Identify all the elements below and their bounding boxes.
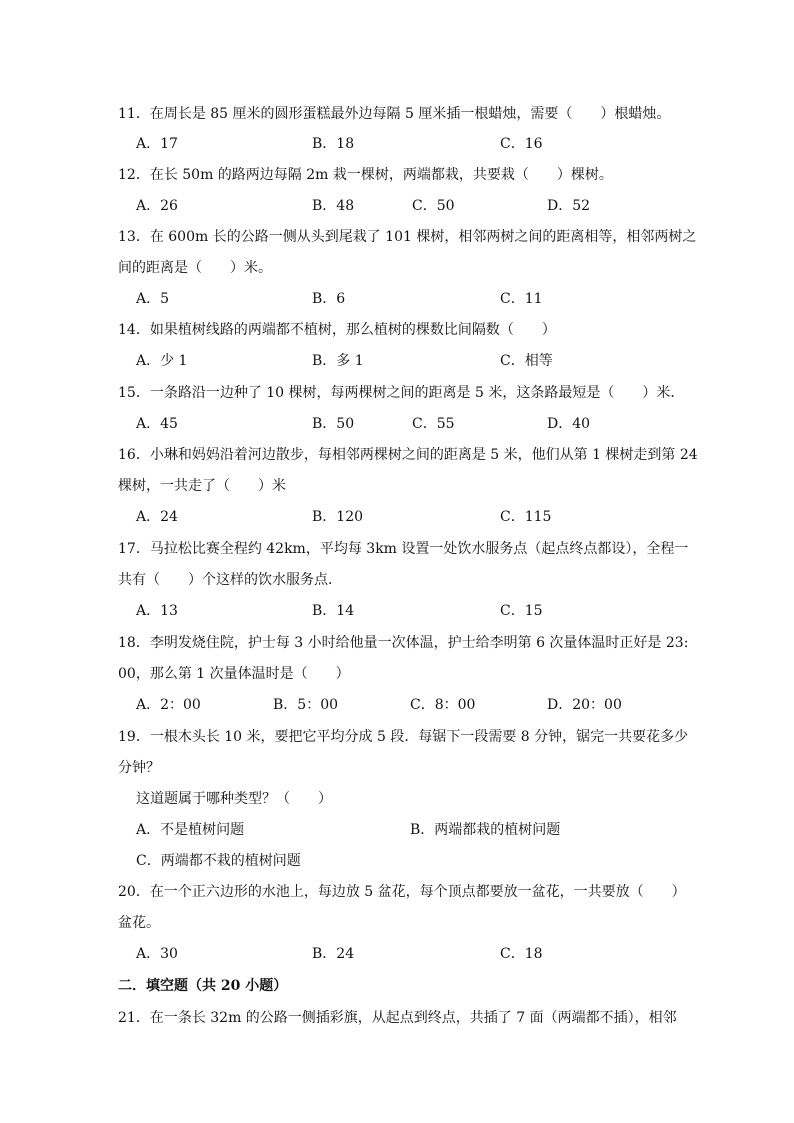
option-d: D．52 (547, 198, 591, 214)
option-c: C．相等 (500, 353, 553, 369)
question-16-text-cont: 棵树，一共走了（ ）米 (118, 478, 286, 494)
option-b: B．14 (312, 603, 355, 619)
option-a: A．30 (136, 946, 178, 962)
question-11-options (136, 134, 676, 154)
option-a: A．26 (136, 198, 178, 214)
question-19-text: 19．一根木头长 10 米，要把它平均分成 5 段．每锯下一段需要 8 分钟，锯完一共要花多少 (118, 729, 689, 745)
option-a: A．45 (136, 416, 178, 432)
option-d: D．20：00 (547, 697, 622, 713)
question-13-options (136, 289, 676, 309)
option-c: C．15 (500, 603, 543, 619)
question-17-options (136, 601, 676, 621)
option-b: B．两端都栽的植树问题 (410, 822, 561, 838)
question-16-options (136, 507, 676, 527)
question-19-subquestion: 这道题属于哪种类型？（ ） (136, 791, 332, 807)
question-12-text: 12．在长 50m 的路两边每隔 2m 栽一棵树，两端都栽，共要栽（ ）棵树。 (118, 167, 613, 183)
question-17-text-cont: 共有（ ）个这样的饮水服务点． (118, 572, 342, 588)
option-c: C．两端都不栽的植树问题 (136, 853, 301, 869)
question-16-text: 16．小琳和妈妈沿着河边散步，每相邻两棵树之间的距离是 5 米，他们从第 1 棵树走到第 24 (118, 447, 698, 463)
option-a: A．少 1 (136, 353, 188, 369)
question-11-text: 11．在周长是 85 厘米的圆形蛋糕最外边每隔 5 厘米插一根蜡烛，需要（ ）根蜡烛。 (118, 106, 671, 122)
question-18-options (136, 695, 676, 715)
option-a: A．24 (136, 509, 178, 525)
option-c: C．8：00 (410, 697, 476, 713)
question-20-text: 20．在一个正六边形的水池上，每边放 5 盆花，每个顶点都要放一盆花，一共要放（ ） (118, 884, 686, 900)
question-14-options (136, 351, 676, 371)
option-b: B．6 (312, 291, 346, 307)
option-a: A．13 (136, 603, 178, 619)
option-c: C．55 (412, 416, 455, 432)
option-c: C．11 (500, 291, 543, 307)
option-a: A．不是植树问题 (136, 822, 245, 838)
option-c: C．50 (412, 198, 455, 214)
question-19-options-row2 (136, 851, 676, 871)
question-17-text: 17．马拉松比赛全程约 42km，平均每 3km 设置一处饮水服务点（起点终点都设），全程一 (118, 541, 689, 557)
option-a: A．17 (136, 136, 178, 152)
question-13-text-cont: 间的距离是（ ）米。 (118, 260, 272, 276)
option-b: B．5：00 (273, 697, 339, 713)
option-b: B．120 (312, 509, 364, 525)
question-13-text: 13．在 600m 长的公路一侧从头到尾栽了 101 棵树，相邻两树之间的距离相等，相邻两树之 (118, 229, 697, 245)
option-c: C．16 (500, 136, 543, 152)
option-a: A．2：00 (136, 697, 201, 713)
question-15-options (136, 414, 676, 434)
question-15-text: 15．一条路沿一边种了 10 棵树，每两棵树之间的距离是 5 米，这条路最短是（ ）米． (118, 385, 685, 401)
question-21-text: 21．在一条长 32m 的公路一侧插彩旗，从起点到终点，共插了 7 面（两端都不插），相邻 (118, 1010, 677, 1026)
question-20-options (136, 944, 676, 964)
question-18-text: 18．李明发烧住院，护士每 3 小时给他量一次体温，护士给李明第 6 次量体温时正好是 23: (118, 635, 689, 651)
option-b: B．多 1 (312, 353, 364, 369)
question-14-text: 14．如果植树线路的两端都不植树，那么植树的棵数比间隔数（ ） (118, 322, 556, 338)
question-20-text-cont: 盆花。 (118, 915, 160, 931)
option-c: C．115 (500, 509, 552, 525)
option-b: B．50 (312, 416, 355, 432)
option-b: B．48 (312, 198, 355, 214)
question-12-options (136, 196, 676, 216)
section-title: 二．填空题（共 20 小题） (118, 978, 288, 994)
option-b: B．24 (312, 946, 355, 962)
option-b: B．18 (312, 136, 355, 152)
question-19-text-cont: 分钟？ (118, 760, 160, 776)
question-18-text-cont: 00，那么第 1 次量体温时是（ ） (118, 666, 350, 682)
option-a: A．5 (136, 291, 170, 307)
question-19-options (136, 820, 676, 840)
option-d: D．40 (547, 416, 591, 432)
option-c: C．18 (500, 946, 543, 962)
